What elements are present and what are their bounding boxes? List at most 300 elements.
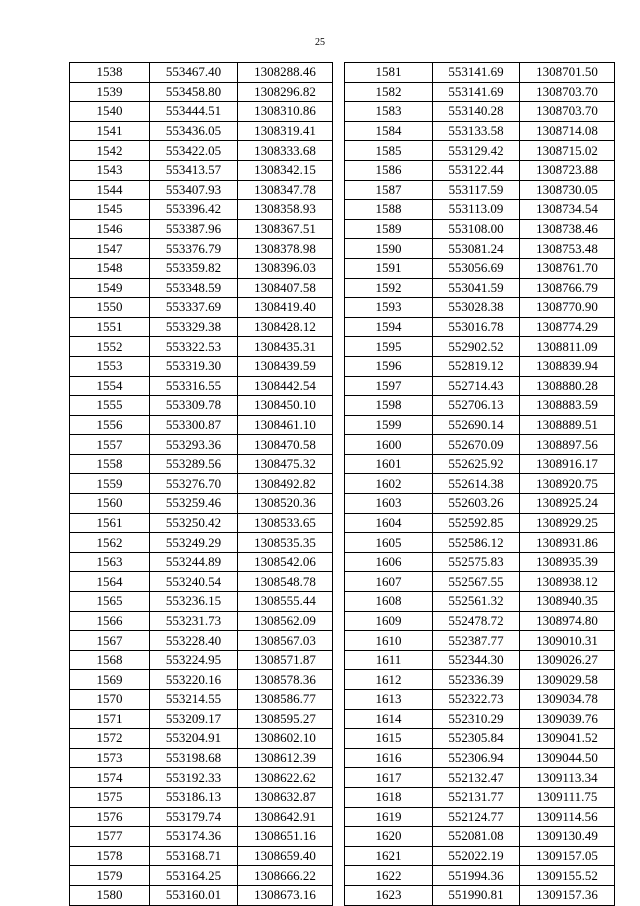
- y-coordinate-cell: 1308578.36: [238, 670, 333, 690]
- point-number-cell: 1595: [345, 337, 433, 357]
- y-coordinate-cell: 1308567.03: [238, 631, 333, 651]
- point-number-cell: 1577: [70, 827, 150, 847]
- table-row: [345, 415, 615, 435]
- table-row: [345, 102, 615, 122]
- x-coordinate-cell: 553179.74: [150, 807, 238, 827]
- table-row: [345, 885, 615, 905]
- point-number-cell: 1552: [70, 337, 150, 357]
- table-row: [70, 278, 333, 298]
- table-row: [70, 200, 333, 220]
- table-row: [345, 435, 615, 455]
- table-row: [345, 454, 615, 474]
- x-coordinate-cell: 553467.40: [150, 63, 238, 83]
- point-number-cell: 1605: [345, 533, 433, 553]
- y-coordinate-cell: 1308703.70: [520, 102, 615, 122]
- table-row: [345, 552, 615, 572]
- x-coordinate-cell: 553113.09: [433, 200, 520, 220]
- x-coordinate-cell: 553141.69: [433, 63, 520, 83]
- table-body: [70, 63, 333, 906]
- x-coordinate-cell: 553214.55: [150, 690, 238, 710]
- table-row: [70, 356, 333, 376]
- y-coordinate-cell: 1308940.35: [520, 592, 615, 612]
- point-number-cell: 1609: [345, 611, 433, 631]
- x-coordinate-cell: 552575.83: [433, 552, 520, 572]
- y-coordinate-cell: 1308542.06: [238, 552, 333, 572]
- y-coordinate-cell: 1308407.58: [238, 278, 333, 298]
- table-row: [345, 317, 615, 337]
- x-coordinate-cell: 552344.30: [433, 650, 520, 670]
- point-number-cell: 1578: [70, 846, 150, 866]
- table-row: [345, 396, 615, 416]
- x-coordinate-cell: 552670.09: [433, 435, 520, 455]
- point-number-cell: 1560: [70, 494, 150, 514]
- y-coordinate-cell: 1308925.24: [520, 494, 615, 514]
- point-number-cell: 1600: [345, 435, 433, 455]
- point-number-cell: 1612: [345, 670, 433, 690]
- y-coordinate-cell: 1308533.65: [238, 513, 333, 533]
- table-row: [345, 866, 615, 886]
- point-number-cell: 1546: [70, 219, 150, 239]
- point-number-cell: 1582: [345, 82, 433, 102]
- point-number-cell: 1597: [345, 376, 433, 396]
- point-number-cell: 1615: [345, 729, 433, 749]
- y-coordinate-cell: 1308442.54: [238, 376, 333, 396]
- table-row: [345, 827, 615, 847]
- point-number-cell: 1598: [345, 396, 433, 416]
- y-coordinate-cell: 1308730.05: [520, 180, 615, 200]
- y-coordinate-cell: 1308753.48: [520, 239, 615, 259]
- point-number-cell: 1585: [345, 141, 433, 161]
- x-coordinate-cell: 553422.05: [150, 141, 238, 161]
- table-row: [345, 141, 615, 161]
- table-row: [70, 748, 333, 768]
- point-number-cell: 1549: [70, 278, 150, 298]
- table-row: [70, 317, 333, 337]
- x-coordinate-cell: 553028.38: [433, 298, 520, 318]
- x-coordinate-cell: 553289.56: [150, 454, 238, 474]
- point-number-cell: 1562: [70, 533, 150, 553]
- point-number-cell: 1623: [345, 885, 433, 905]
- x-coordinate-cell: 553081.24: [433, 239, 520, 259]
- x-coordinate-cell: 552124.77: [433, 807, 520, 827]
- point-number-cell: 1545: [70, 200, 150, 220]
- table-row: [70, 63, 333, 83]
- x-coordinate-cell: 552714.43: [433, 376, 520, 396]
- point-number-cell: 1548: [70, 258, 150, 278]
- point-number-cell: 1608: [345, 592, 433, 612]
- y-coordinate-cell: 1308701.50: [520, 63, 615, 83]
- table-row: [70, 396, 333, 416]
- table-row: [345, 356, 615, 376]
- point-number-cell: 1579: [70, 866, 150, 886]
- table-row: [70, 376, 333, 396]
- x-coordinate-cell: 553209.17: [150, 709, 238, 729]
- y-coordinate-cell: 1308595.27: [238, 709, 333, 729]
- table-row: [70, 650, 333, 670]
- table-row: [70, 768, 333, 788]
- y-coordinate-cell: 1309010.31: [520, 631, 615, 651]
- y-coordinate-cell: 1308333.68: [238, 141, 333, 161]
- x-coordinate-cell: 551990.81: [433, 885, 520, 905]
- y-coordinate-cell: 1308435.31: [238, 337, 333, 357]
- point-number-cell: 1539: [70, 82, 150, 102]
- table-row: [345, 729, 615, 749]
- point-number-cell: 1621: [345, 846, 433, 866]
- x-coordinate-cell: 553396.42: [150, 200, 238, 220]
- y-coordinate-cell: 1308839.94: [520, 356, 615, 376]
- table-row: [70, 729, 333, 749]
- point-number-cell: 1610: [345, 631, 433, 651]
- x-coordinate-cell: 552310.29: [433, 709, 520, 729]
- point-number-cell: 1581: [345, 63, 433, 83]
- point-number-cell: 1557: [70, 435, 150, 455]
- table-row: [70, 846, 333, 866]
- table-row: [70, 513, 333, 533]
- x-coordinate-cell: 552561.32: [433, 592, 520, 612]
- point-number-cell: 1554: [70, 376, 150, 396]
- point-number-cell: 1576: [70, 807, 150, 827]
- point-number-cell: 1555: [70, 396, 150, 416]
- x-coordinate-cell: 553458.80: [150, 82, 238, 102]
- x-coordinate-cell: 553348.59: [150, 278, 238, 298]
- point-number-cell: 1547: [70, 239, 150, 259]
- x-coordinate-cell: 553174.36: [150, 827, 238, 847]
- table-row: [70, 337, 333, 357]
- y-coordinate-cell: 1308659.40: [238, 846, 333, 866]
- x-coordinate-cell: 552305.84: [433, 729, 520, 749]
- y-coordinate-cell: 1308651.16: [238, 827, 333, 847]
- point-number-cell: 1550: [70, 298, 150, 318]
- point-number-cell: 1564: [70, 572, 150, 592]
- y-coordinate-cell: 1308889.51: [520, 415, 615, 435]
- coordinates-table-right: [344, 62, 615, 906]
- page-number: 25: [315, 37, 325, 48]
- table-row: [345, 494, 615, 514]
- x-coordinate-cell: 553129.42: [433, 141, 520, 161]
- point-number-cell: 1569: [70, 670, 150, 690]
- point-number-cell: 1603: [345, 494, 433, 514]
- y-coordinate-cell: 1308931.86: [520, 533, 615, 553]
- point-number-cell: 1563: [70, 552, 150, 572]
- y-coordinate-cell: 1308935.39: [520, 552, 615, 572]
- table-row: [345, 670, 615, 690]
- x-coordinate-cell: 553108.00: [433, 219, 520, 239]
- point-number-cell: 1611: [345, 650, 433, 670]
- x-coordinate-cell: 553444.51: [150, 102, 238, 122]
- table-row: [345, 631, 615, 651]
- table-row: [70, 160, 333, 180]
- y-coordinate-cell: 1308770.90: [520, 298, 615, 318]
- y-coordinate-cell: 1308470.58: [238, 435, 333, 455]
- table-row: [70, 102, 333, 122]
- point-number-cell: 1565: [70, 592, 150, 612]
- table-row: [70, 82, 333, 102]
- point-number-cell: 1599: [345, 415, 433, 435]
- y-coordinate-cell: 1308492.82: [238, 474, 333, 494]
- x-coordinate-cell: 552592.85: [433, 513, 520, 533]
- table-row: [345, 846, 615, 866]
- point-number-cell: 1592: [345, 278, 433, 298]
- point-number-cell: 1591: [345, 258, 433, 278]
- point-number-cell: 1583: [345, 102, 433, 122]
- table-row: [70, 141, 333, 161]
- point-number-cell: 1614: [345, 709, 433, 729]
- table-row: [345, 219, 615, 239]
- table-row: [345, 376, 615, 396]
- table-row: [70, 592, 333, 612]
- point-number-cell: 1573: [70, 748, 150, 768]
- y-coordinate-cell: 1308714.08: [520, 121, 615, 141]
- point-number-cell: 1568: [70, 650, 150, 670]
- x-coordinate-cell: 553300.87: [150, 415, 238, 435]
- table-row: [345, 239, 615, 259]
- coordinates-table-left: [69, 62, 333, 906]
- x-coordinate-cell: 553376.79: [150, 239, 238, 259]
- x-coordinate-cell: 553337.69: [150, 298, 238, 318]
- x-coordinate-cell: 553329.38: [150, 317, 238, 337]
- point-number-cell: 1586: [345, 160, 433, 180]
- y-coordinate-cell: 1308673.16: [238, 885, 333, 905]
- x-coordinate-cell: 553041.59: [433, 278, 520, 298]
- table-row: [345, 533, 615, 553]
- point-number-cell: 1567: [70, 631, 150, 651]
- table-row: [70, 494, 333, 514]
- table-row: [345, 592, 615, 612]
- point-number-cell: 1617: [345, 768, 433, 788]
- point-number-cell: 1590: [345, 239, 433, 259]
- point-number-cell: 1616: [345, 748, 433, 768]
- x-coordinate-cell: 552603.26: [433, 494, 520, 514]
- x-coordinate-cell: 553160.01: [150, 885, 238, 905]
- x-coordinate-cell: 553140.28: [433, 102, 520, 122]
- table-row: [70, 298, 333, 318]
- table-row: [345, 748, 615, 768]
- y-coordinate-cell: 1308974.80: [520, 611, 615, 631]
- y-coordinate-cell: 1308428.12: [238, 317, 333, 337]
- x-coordinate-cell: 553276.70: [150, 474, 238, 494]
- x-coordinate-cell: 553192.33: [150, 768, 238, 788]
- x-coordinate-cell: 553204.91: [150, 729, 238, 749]
- y-coordinate-cell: 1308419.40: [238, 298, 333, 318]
- y-coordinate-cell: 1308666.22: [238, 866, 333, 886]
- point-number-cell: 1551: [70, 317, 150, 337]
- y-coordinate-cell: 1308602.10: [238, 729, 333, 749]
- table-row: [345, 690, 615, 710]
- x-coordinate-cell: 553413.57: [150, 160, 238, 180]
- table-row: [70, 239, 333, 259]
- x-coordinate-cell: 552586.12: [433, 533, 520, 553]
- point-number-cell: 1588: [345, 200, 433, 220]
- y-coordinate-cell: 1308761.70: [520, 258, 615, 278]
- x-coordinate-cell: 553228.40: [150, 631, 238, 651]
- x-coordinate-cell: 553224.95: [150, 650, 238, 670]
- x-coordinate-cell: 552022.19: [433, 846, 520, 866]
- x-coordinate-cell: 553016.78: [433, 317, 520, 337]
- table-row: [70, 435, 333, 455]
- y-coordinate-cell: 1308288.46: [238, 63, 333, 83]
- y-coordinate-cell: 1308342.15: [238, 160, 333, 180]
- x-coordinate-cell: 553322.53: [150, 337, 238, 357]
- x-coordinate-cell: 552081.08: [433, 827, 520, 847]
- point-number-cell: 1559: [70, 474, 150, 494]
- point-number-cell: 1593: [345, 298, 433, 318]
- point-number-cell: 1538: [70, 63, 150, 83]
- x-coordinate-cell: 553319.30: [150, 356, 238, 376]
- y-coordinate-cell: 1308774.29: [520, 317, 615, 337]
- x-coordinate-cell: 552706.13: [433, 396, 520, 416]
- table-row: [345, 63, 615, 83]
- table-row: [70, 572, 333, 592]
- y-coordinate-cell: 1309157.05: [520, 846, 615, 866]
- x-coordinate-cell: 552132.47: [433, 768, 520, 788]
- x-coordinate-cell: 552819.12: [433, 356, 520, 376]
- point-number-cell: 1561: [70, 513, 150, 533]
- table-row: [345, 768, 615, 788]
- point-number-cell: 1543: [70, 160, 150, 180]
- table-body: [345, 63, 615, 906]
- table-row: [345, 298, 615, 318]
- y-coordinate-cell: 1309111.75: [520, 787, 615, 807]
- y-coordinate-cell: 1308520.36: [238, 494, 333, 514]
- y-coordinate-cell: 1309026.27: [520, 650, 615, 670]
- point-number-cell: 1619: [345, 807, 433, 827]
- y-coordinate-cell: 1308562.09: [238, 611, 333, 631]
- y-coordinate-cell: 1308378.98: [238, 239, 333, 259]
- table-row: [70, 219, 333, 239]
- y-coordinate-cell: 1308929.25: [520, 513, 615, 533]
- point-number-cell: 1587: [345, 180, 433, 200]
- table-row: [70, 807, 333, 827]
- table-row: [70, 180, 333, 200]
- y-coordinate-cell: 1308612.39: [238, 748, 333, 768]
- point-number-cell: 1542: [70, 141, 150, 161]
- table-row: [345, 200, 615, 220]
- table-row: [70, 787, 333, 807]
- x-coordinate-cell: 553231.73: [150, 611, 238, 631]
- x-coordinate-cell: 551994.36: [433, 866, 520, 886]
- y-coordinate-cell: 1308310.86: [238, 102, 333, 122]
- y-coordinate-cell: 1308916.17: [520, 454, 615, 474]
- y-coordinate-cell: 1308296.82: [238, 82, 333, 102]
- x-coordinate-cell: 553436.05: [150, 121, 238, 141]
- y-coordinate-cell: 1308586.77: [238, 690, 333, 710]
- x-coordinate-cell: 552387.77: [433, 631, 520, 651]
- y-coordinate-cell: 1309034.78: [520, 690, 615, 710]
- point-number-cell: 1574: [70, 768, 150, 788]
- table-row: [70, 611, 333, 631]
- y-coordinate-cell: 1309157.36: [520, 885, 615, 905]
- y-coordinate-cell: 1309130.49: [520, 827, 615, 847]
- x-coordinate-cell: 552478.72: [433, 611, 520, 631]
- table-row: [70, 415, 333, 435]
- point-number-cell: 1566: [70, 611, 150, 631]
- y-coordinate-cell: 1308738.46: [520, 219, 615, 239]
- x-coordinate-cell: 553407.93: [150, 180, 238, 200]
- table-row: [70, 533, 333, 553]
- x-coordinate-cell: 552306.94: [433, 748, 520, 768]
- point-number-cell: 1622: [345, 866, 433, 886]
- x-coordinate-cell: 553236.15: [150, 592, 238, 612]
- y-coordinate-cell: 1308358.93: [238, 200, 333, 220]
- table-row: [345, 278, 615, 298]
- point-number-cell: 1589: [345, 219, 433, 239]
- x-coordinate-cell: 553186.13: [150, 787, 238, 807]
- point-number-cell: 1541: [70, 121, 150, 141]
- x-coordinate-cell: 552614.38: [433, 474, 520, 494]
- y-coordinate-cell: 1308897.56: [520, 435, 615, 455]
- x-coordinate-cell: 553316.55: [150, 376, 238, 396]
- point-number-cell: 1558: [70, 454, 150, 474]
- y-coordinate-cell: 1308555.44: [238, 592, 333, 612]
- table-row: [345, 82, 615, 102]
- table-row: [345, 513, 615, 533]
- y-coordinate-cell: 1308548.78: [238, 572, 333, 592]
- y-coordinate-cell: 1308642.91: [238, 807, 333, 827]
- x-coordinate-cell: 553056.69: [433, 258, 520, 278]
- x-coordinate-cell: 553293.36: [150, 435, 238, 455]
- table-row: [70, 670, 333, 690]
- y-coordinate-cell: 1308535.35: [238, 533, 333, 553]
- x-coordinate-cell: 553168.71: [150, 846, 238, 866]
- point-number-cell: 1596: [345, 356, 433, 376]
- x-coordinate-cell: 552567.55: [433, 572, 520, 592]
- point-number-cell: 1607: [345, 572, 433, 592]
- y-coordinate-cell: 1309114.56: [520, 807, 615, 827]
- table-row: [345, 160, 615, 180]
- x-coordinate-cell: 553387.96: [150, 219, 238, 239]
- table-row: [70, 121, 333, 141]
- x-coordinate-cell: 553250.42: [150, 513, 238, 533]
- y-coordinate-cell: 1308811.09: [520, 337, 615, 357]
- x-coordinate-cell: 553117.59: [433, 180, 520, 200]
- table-row: [70, 258, 333, 278]
- x-coordinate-cell: 553244.89: [150, 552, 238, 572]
- table-row: [345, 474, 615, 494]
- point-number-cell: 1601: [345, 454, 433, 474]
- y-coordinate-cell: 1308766.79: [520, 278, 615, 298]
- y-coordinate-cell: 1308439.59: [238, 356, 333, 376]
- table-row: [70, 474, 333, 494]
- y-coordinate-cell: 1308461.10: [238, 415, 333, 435]
- point-number-cell: 1594: [345, 317, 433, 337]
- table-row: [70, 885, 333, 905]
- table-row: [345, 258, 615, 278]
- point-number-cell: 1571: [70, 709, 150, 729]
- y-coordinate-cell: 1309155.52: [520, 866, 615, 886]
- x-coordinate-cell: 553220.16: [150, 670, 238, 690]
- y-coordinate-cell: 1308347.78: [238, 180, 333, 200]
- point-number-cell: 1570: [70, 690, 150, 710]
- table-row: [70, 454, 333, 474]
- x-coordinate-cell: 553164.25: [150, 866, 238, 886]
- point-number-cell: 1540: [70, 102, 150, 122]
- x-coordinate-cell: 553133.58: [433, 121, 520, 141]
- table-row: [345, 650, 615, 670]
- x-coordinate-cell: 552336.39: [433, 670, 520, 690]
- y-coordinate-cell: 1308938.12: [520, 572, 615, 592]
- y-coordinate-cell: 1308450.10: [238, 396, 333, 416]
- table-row: [345, 611, 615, 631]
- x-coordinate-cell: 552625.92: [433, 454, 520, 474]
- y-coordinate-cell: 1308734.54: [520, 200, 615, 220]
- y-coordinate-cell: 1308319.41: [238, 121, 333, 141]
- table-row: [345, 572, 615, 592]
- table-row: [70, 552, 333, 572]
- table-row: [345, 709, 615, 729]
- y-coordinate-cell: 1308571.87: [238, 650, 333, 670]
- table-row: [70, 631, 333, 651]
- y-coordinate-cell: 1309039.76: [520, 709, 615, 729]
